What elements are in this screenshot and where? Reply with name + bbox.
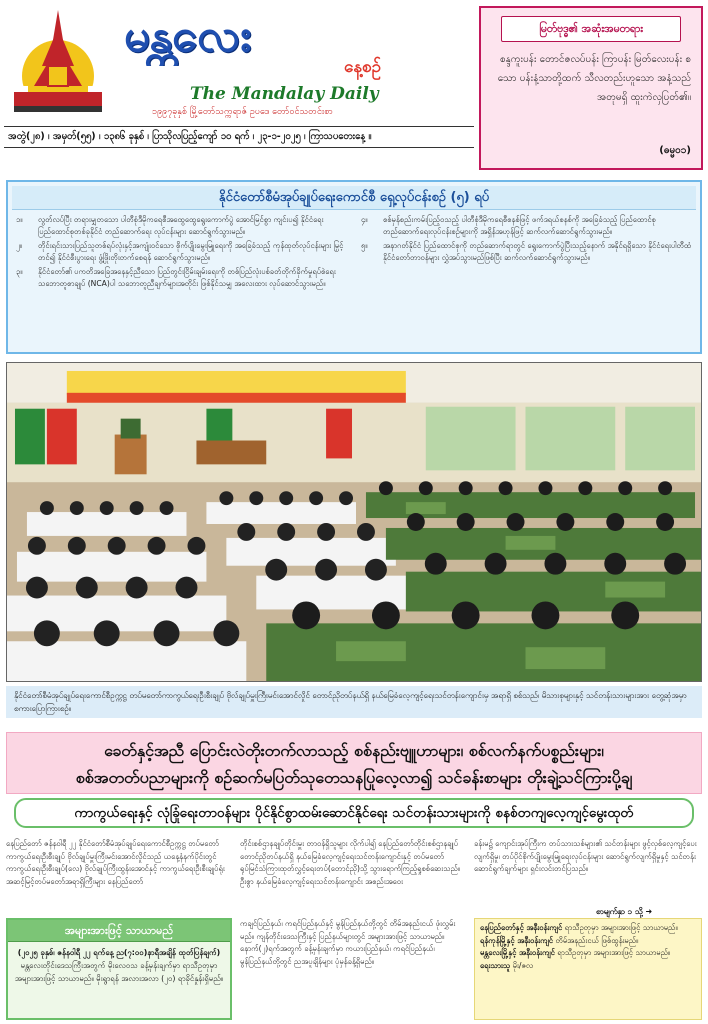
masthead-tagline: ၁၉၉၇ခုနှစ် မြို့တော်သက္ကရာဇ် ဥပဒေ တော်ဝင်သတင်းစာ: [152, 107, 333, 117]
subheadline: ကာကွယ်ရေးနှင့် လုံခြုံရေးတာဝန်များ ပိုင်နိုင်စွာထမ်းဆောင်နိုင်ရေး သင်တန်းသားများကို စနစ်တကျလေ့ကျင့်မွေးထုတ်: [14, 798, 694, 828]
weather-box: [6, 918, 232, 1020]
objectives-right-column: [361, 214, 692, 292]
objectives-left-column: [16, 214, 347, 292]
weather-forecast-text: မန္တလေးတိုင်းဒေသကြီးအတွက် မိုးလေဝသ ခန့်မှန်းချက်မှာ ရာသီဥတုမှာ အများအားဖြင့် သာယာမည်။ မိုးရွာရန် အလားအလာ (၂၀) ရာခိုင်နှုန်းရှိမည်။: [14, 961, 224, 983]
weather-region-row: [480, 922, 696, 935]
article-column-1: နေပြည်တော် ဇန်နဝါရီ ၂၂ နိုင်ငံတော်စီမံအုပ်ချုပ်ရေးကောင်စီဥက္ကဋ္ဌ တပ်မတော်ကာကွယ်ရေးဦးစီးချုပ် ဗိုလ်ချုပ်မှူးကြီးမင်းအောင်လှိုင်သည် ယနေ့နံနက်ပိုင်းတွင် ကာကွယ်ရေးဦးစီးချုပ်(လေ) ဗိုလ်ချုပ်ကြီးထွန်းအောင်နှင့် ကာကွယ်ရေးဦးစီးချုပ်ရုံး အဆင့်မြင့်တပ်မတော်အရာရှိကြီးများ နေပြည်တော်: [6, 839, 225, 886]
weather-region-text: မိုး/ဇလ: [512, 960, 534, 970]
article-column-3: ခန်းမ၌ ကျောင်းအုပ်ကြီးက တပ်သားသစ်များ၏ သင်တန်းများ ဖွင့်လှစ်လေ့ကျင့်ပေးလျက်ရှိမှု၊ တပ်ပိုင်စိုက်ပျိုးမွေးမြူရေးလုပ်ငန်းများ ဆောင်ရွက်လျက်ရှိမှုနှင့် သင်တန်းဆောင်ရွက်ချက်များ ရှင်းလင်းတင်ပြသည်။: [474, 839, 697, 873]
objective-number: ၅။: [361, 241, 368, 250]
weather-region-label: ရေးသားသူ: [480, 960, 511, 970]
objective-text: နိုင်ငံတော်၏ ပကတိအခြေအနေနှင့်ညီသော ပြည်တွင်းငြိမ်းချမ်းရေးကို တစ်ပြည်လုံးပစ်ခတ်တိုက်ခိုက်မှုရပ်စဲရေးသဘောတူစာချုပ် (NCA)ပါ သဘောတူညီချက်များအတိုင်း ဖြစ်နိုင်သမျှ အလေးထား လုပ်ဆောင်သွားမည်။: [38, 267, 336, 288]
masthead-subtitle: နေ့စဉ်: [344, 57, 382, 77]
weather-region-row: [480, 960, 696, 973]
continued-link[interactable]: စာမျက်နှာ ၁ သို့ ➜: [596, 907, 653, 916]
objective-item: [16, 266, 347, 289]
slogan-reference: (ဓမ္မ၀၁): [659, 145, 691, 156]
headline-box: [6, 732, 702, 794]
masthead-english-title: The Mandalay Daily: [190, 84, 379, 104]
objective-item: [16, 214, 347, 237]
weather-region-row: [480, 935, 696, 948]
weather-forecast-details: ကချင်ပြည်နယ်၊ ကရင်ပြည်နယ်နှင့် မွန်ပြည်နယ်တို့တွင် တိမ်အနည်းငယ် ဖုံးလွှမ်းမည်။ ကျန်တိုင်းဒေသကြီးနှင့် ပြည်နယ်များတွင် အများအားဖြင့် သာယာမည်။ နောက်(၂)ရက်အတွက် ခန့်မှန်းချက်မှာ ကယားပြည်နယ်၊ ကရင်ပြည်နယ်၊ မွန်ပြည်နယ်တို့တွင် ညအပူချိန်များ ပုံမှန်ခန့်ရှိမည်။: [240, 919, 456, 966]
masthead: [4, 4, 470, 120]
pagoda-logo-icon: [8, 6, 108, 118]
weather-region-row: [480, 947, 696, 960]
dateline: အတွဲ(၂၈) ၊ အမှတ်(၅၅) ၊ ၁၃၈၆ ခုနှစ် ၊ ပြာသိုလပြည့်ကျော် ၁၀ ရက် ၊ ၂၃-၁-၂၀၂၅ ၊ ကြာသပတေးနေ့ ။: [4, 126, 474, 148]
weather-region-text: ရာသီဥတုမှာ အများအားဖြင့် သာယာမည်။: [564, 923, 678, 932]
objective-item: [361, 214, 692, 237]
slogan-header: မြတ်ဗုဒ္ဓ၏ အဆုံးအမတရား: [501, 16, 681, 42]
photo-caption: နိုင်ငံတော်စီမံအုပ်ချုပ်ရေးကောင်စီဥက္ကဋ္ဌ တပ်မတော်ကာကွယ်ရေးဦးစီးချုပ် ဗိုလ်ချုပ်မှူးကြီးမင်းအောင်လှိုင် တောင်ညိုတပ်နယ်ရှိ နယ်မြေခံလေ့ကျင့်ရေးသင်တန်းကျောင်းမှ အရာရှိ စစ်သည်၊ မိသားစုများနှင့် သင်တန်းသားများအား တွေ့ဆုံအမှာစကားပြောကြားစဉ်။: [6, 686, 702, 718]
article-column-2: တိုင်းစစ်ဌာနချုပ်တိုင်းမှူး တာဝန်ရှိသူများ လိုက်ပါ၍ နေပြည်တော်တိုင်းစစ်ဌာနချုပ် တောင်ညိုတပ်နယ်ရှိ နယ်မြေခံလေ့ကျင့်ရေးသင်တန်းကျောင်းနှင့် တပ်မတော်ရုပ်မြင်သံကြားထုတ်လွှင့်ရေးတပ်(တောင်ညို)သို့ သွားရောက်ကြည့်ရှုစစ်ဆေးသည်။ ဦးစွာ နယ်မြေခံလေ့ကျင့်ရေးသင်တန်းကျောင်း အစည်းအဝေး: [240, 839, 461, 886]
objective-number: ၂။: [16, 241, 23, 250]
weather-region-label: နေပြည်တော်နှင့် အနီးဝန်းကျင်: [480, 923, 563, 932]
objective-item: [361, 240, 692, 263]
masthead-title: မန္တလေး: [124, 8, 251, 62]
objectives-title: နိုင်ငံတော်စီမံအုပ်ချုပ်ရေးကောင်စီ ရှေ့လုပ်ငန်းစဉ် (၅) ရပ်: [12, 186, 696, 210]
weather-region-label: မန္တလေးမြို့နှင့် အနီးဝန်းကျင်: [480, 948, 555, 957]
slogan-box: [479, 6, 703, 170]
objective-text: တိုင်းရင်းသားပြည်သူတစ်ရပ်လုံးနှင့်အကျုံးဝင်သော စိုက်ပျိုးမွေးမြူရေးကို အခြေခံသည့် ကုန်ထုတ်လုပ်ငန်းများ မြှင့်တင်၍ နိုင်ငံစီးပွားရေး ဖွံ့ဖြိုးတိုးတက်စေရန် ဆောင်ရွက်သွားမည်။: [38, 241, 344, 262]
headline-line-2: စစ်အတတ်ပညာများကို စဉ်ဆက်မပြတ်သုတေသနပြုလေ့လာ၍ သင်ခန်းစာများ တိုးချဲ့သင်ကြားပို့ချ: [75, 768, 633, 787]
objective-text: စစ်မှန်စည်းကမ်းပြည့်ဝသည့် ပါတီစုံဒီမိုကရေစီစနစ်ဖြင့် ဖက်ဒရယ်စနစ်ကို အခြေခံသည့် ပြည်ထောင်စုတည်ဆောက်ရေးလုပ်ငန်းစဉ်များကို အရှိန်အဟုန်ဖြင့် ဆက်လက်ဆောင်ရွက်သွားမည်။: [383, 215, 656, 236]
weather-release-time: (၂၀၂၅ ခုနှစ်၊ ဇန်နဝါရီ ၂၂ ရက်နေ့ ည(၇:၀၀)နာရီအချိန် ထုတ်ပြန်ချက်): [17, 948, 221, 957]
objective-number: ၄။: [361, 215, 368, 224]
objectives-box: [6, 180, 702, 354]
headline-line-1: ခေတ်နှင့်အညီ ပြောင်းလဲတိုးတက်လာသည့် စစ်နည်းဗျူဟာများ၊ စစ်လက်နက်ပစ္စည်းများ၊: [104, 741, 604, 760]
slogan-body: စန္ဒကူးပန်း တောင်ဇလပ်ပန်း ကြာပန်း မြတ်လေးပန်း စသော ပန်းနံ့သာတို့ထက် သီလတည်းဟူသော အနံ့သည် အတုမရှိ ထူးကဲလှပြတ်၏။: [497, 54, 691, 103]
weather-region-text: ရာသီဥတုမှာ အများအားဖြင့် သာယာမည်။: [557, 948, 671, 957]
objective-number: ၃။: [16, 267, 23, 276]
weather-region-text: တိမ်အနည်းငယ် ဖြစ်ထွန်းမည်။: [555, 935, 639, 945]
front-page-photo: [6, 362, 702, 682]
objective-text: လွတ်လပ်ပြီး တရားမျှတသော ပါတီစုံဒီမိုကရေစီအထွေထွေရွေးကောက်ပွဲ အောင်မြင်စွာ ကျင်းပ၍ နိုင်ငံရေး ပြည်ထောင်စုတစ်ခုနိုင်ငံ တည်ဆောက်ရေး လုပ်ငန်းများ ဆောင်ရွက်သွားမည်။: [38, 215, 324, 236]
objective-item: [16, 240, 347, 263]
objective-number: ၁။: [16, 215, 23, 224]
weather-regional-box: [474, 918, 702, 1020]
objective-text: အနာဂတ်နိုင်ငံ ပြည်ထောင်စုကို တည်ဆောက်ရာတွင် ရွေးကောက်ပွဲပြီးသည့်နောက် အနိုင်ရရှိသော နိုင်ငံရေးပါတီထံ နိုင်ငံတော်တာဝန်များ လွှဲအပ်သွားမည်ဖြစ်ပြီး ဆက်လက်ဆောင်ရွက်သွားမည်။: [383, 241, 692, 262]
weather-region-label: ရန်ကုန်မြို့နှင့် အနီးဝန်းကျင်: [480, 935, 554, 945]
weather-header: အများအားဖြင့် သာယာမည်: [8, 920, 230, 942]
